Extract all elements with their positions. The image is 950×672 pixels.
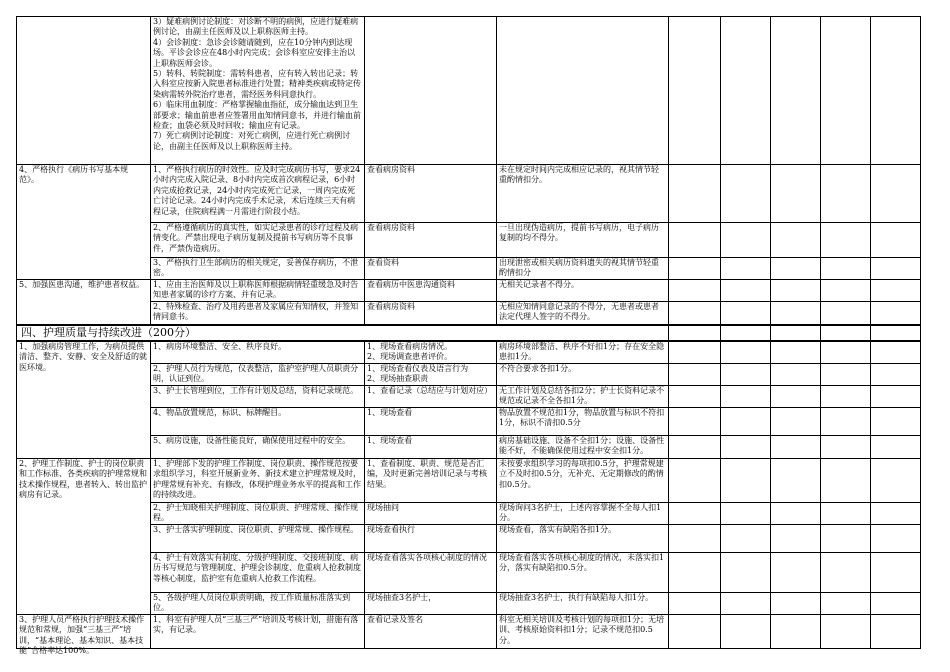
blank-cell	[871, 525, 921, 553]
method-text: 1、护理部下发的护理工作制度、岗位职责、操作规范按要求组织学习，科室开展新业务、新技术建立护理常规及时，护理常规有补充、有修改，体现护理业务水平的提高和工作的持续改进。	[153, 459, 361, 500]
method-text: 5、各级护理人员岗位职责明确，按工作质量标准落实到位。	[153, 593, 351, 613]
method-text: 2、护士知晓相关护理制度、岗位职责、护理常规、操作规程。	[153, 503, 359, 523]
blank-cell	[821, 341, 871, 364]
section-title: 四、护理质量与持续改进（200分）	[21, 326, 196, 339]
method-cell	[151, 302, 365, 326]
check-cell	[365, 386, 497, 408]
check-cell	[365, 408, 497, 436]
score-text: 无工作计划及总结各扣2分；护士长资料记录不规范或记录不全各扣1分。	[499, 386, 665, 406]
blank-cell	[821, 364, 871, 386]
method-text: 2、特殊检查、治疗及用药患者及家属应有知情权，并签知情同意书。	[153, 302, 359, 322]
item-text: 5、加强医患沟通，维护患者权益。	[19, 280, 145, 289]
method-text: 1、病房环境整洁、安全、秩序良好。	[153, 342, 287, 351]
blank-cell	[721, 17, 771, 165]
blank-cell	[669, 386, 721, 408]
check-text: 查看病历中医患沟通资料	[367, 280, 455, 289]
blank-cell	[871, 325, 921, 341]
blank-cell	[871, 258, 921, 280]
score-cell	[497, 280, 669, 302]
score-cell	[497, 341, 669, 364]
method-cell	[151, 258, 365, 280]
blank-cell	[721, 258, 771, 280]
check-text: 查看资料	[367, 258, 399, 267]
method-cell	[151, 386, 365, 408]
method-cell	[151, 364, 365, 386]
blank-cell	[821, 165, 871, 223]
method-text: 2、严格遵循病历的真实性，如实记录患者的诊疗过程及病情变化。严禁出现电子病历复制及提前书写病历等不良事件，严禁伪造病历。	[153, 223, 359, 253]
check-text: 1、现场查看仪表及语言行为 2、现场抽查职责	[367, 364, 469, 384]
blank-cell	[721, 302, 771, 326]
blank-cell	[871, 553, 921, 593]
blank-cell	[771, 615, 821, 649]
blank-cell	[669, 17, 721, 165]
blank-cell	[721, 364, 771, 386]
blank-cell	[721, 553, 771, 593]
blank-cell	[721, 386, 771, 408]
blank-cell	[871, 165, 921, 223]
blank-cell	[821, 503, 871, 525]
blank-cell	[771, 258, 821, 280]
item-cell	[17, 17, 151, 165]
check-cell	[365, 436, 497, 459]
check-text: 查看记录及签名	[367, 615, 423, 624]
check-text: 1、查看记录（总结应与计划对应）	[367, 386, 493, 395]
method-text: 3、严格执行卫生部病历的相关规定，妥善保存病历，不泄密。	[153, 258, 359, 278]
blank-cell	[721, 165, 771, 223]
blank-cell	[669, 302, 721, 326]
blank-cell	[669, 553, 721, 593]
score-cell	[497, 459, 669, 503]
blank-cell	[771, 553, 821, 593]
score-cell	[497, 165, 669, 223]
blank-cell	[669, 503, 721, 525]
blank-cell	[871, 17, 921, 165]
method-cell	[151, 280, 365, 302]
method-cell	[151, 408, 365, 436]
blank-cell	[871, 386, 921, 408]
blank-cell	[771, 386, 821, 408]
blank-cell	[871, 341, 921, 364]
blank-cell	[771, 408, 821, 436]
score-text: 现场抽查3名护士，执行有缺陷每人扣1分。	[499, 593, 654, 602]
blank-cell	[771, 503, 821, 525]
blank-cell	[771, 341, 821, 364]
blank-cell	[721, 408, 771, 436]
method-cell	[151, 341, 365, 364]
blank-cell	[721, 341, 771, 364]
blank-cell	[721, 325, 771, 341]
blank-cell	[771, 364, 821, 386]
method-text: 3）疑难病例讨论制度：对诊断不明的病例，应进行疑难病例讨论，由副主任医师及以上职称医师主持。 4）会诊制度：急诊会诊随请随到，应在10分钟内到达现场。平诊会诊应在48小时内完成；会诊科室应安排主治以上职称医师会诊。 5）转科、转院制度：需转科患者，应有转入转出记录；转入科室应按新入院患者标准进行处置；精神类疾病或特定传染病需转外院治疗患者，需经医务科同意执行。 6）临床用血制度：严格掌握输血指征，成分输血达到卫生部要求；输血前患者应签署用血知情同意书，并进行输血前检查；血袋必须及时回收；输血应有记录。 7）死亡病例讨论制度：对死亡病例，应进行死亡病例讨论，由副主任医师及以上职称医师主持。	[153, 17, 361, 151]
score-text: 不符合要求各扣1分。	[499, 364, 577, 373]
method-cell	[151, 223, 365, 258]
blank-cell	[669, 325, 721, 341]
check-text: 1、查看制度、职责、规范是否汇编，及时更新完善培训记录与考核结果。	[367, 459, 487, 489]
blank-cell	[669, 258, 721, 280]
method-text: 1、严格执行病历的时效性。应及时完成病历书写，要求24小时内完成入院记录、8小时内完成首次病程记录，6小时内完成抢救记录，24小时内完成死亡记录，一周内完成死亡讨论记录。24小时内完成手术记录，术后连续三天有病程记录，住院病程满一月需进行阶段小结。	[153, 165, 361, 216]
check-text: 1、现场查看	[367, 436, 413, 445]
blank-cell	[821, 386, 871, 408]
method-text: 1、应由主治医师及以上职称医师根据病情轻重缓急及时告知患者家属的诊疗方案、并有记录。	[153, 280, 359, 300]
check-cell	[365, 280, 497, 302]
check-text: 1、现场查看	[367, 408, 413, 417]
score-text: 科室无相关培训及考核计划的每项扣1分；无培训、考核原始资料扣1分；记录不规范扣0.5分。	[499, 615, 665, 645]
method-cell	[151, 593, 365, 615]
blank-cell	[871, 459, 921, 503]
score-text: 病房基础设施、设备不全扣1分；设施、设备性能不好，不能确保使用过程中安全扣1分。	[499, 436, 665, 456]
blank-cell	[771, 525, 821, 553]
score-text: 出现泄密或相关病历资料遗失的视其情节轻重酌情扣分	[499, 258, 659, 278]
blank-cell	[871, 302, 921, 326]
check-cell	[365, 17, 497, 165]
blank-cell	[871, 280, 921, 302]
blank-cell	[669, 525, 721, 553]
blank-cell	[669, 341, 721, 364]
score-text: 无相应知情同意记录的不得分，无患者或患者法定代理人签字的不得分。	[499, 302, 659, 322]
blank-cell	[721, 280, 771, 302]
blank-cell	[821, 17, 871, 165]
blank-cell	[669, 165, 721, 223]
blank-cell	[821, 459, 871, 503]
blank-cell	[721, 459, 771, 503]
blank-cell	[669, 280, 721, 302]
method-text: 3、护士长管理到位，工作有计划及总结，资料记录规范。	[153, 386, 359, 395]
method-text: 5、病房设施，设备性能良好，确保使用过程中的安全。	[153, 436, 351, 445]
blank-cell	[771, 17, 821, 165]
score-text: 物品放置不规范扣1分，物品放置与标识不符扣1分，标识不清扣0.5分	[499, 408, 665, 428]
score-text: 未按要求组织学习的每项扣0.5分，护理常规建立不及时扣0.5分，无补充、无定期修改的酌情扣0.5分。	[499, 459, 664, 489]
score-cell	[497, 593, 669, 615]
blank-cell	[669, 459, 721, 503]
score-cell	[497, 525, 669, 553]
check-text: 现场查看执行	[367, 525, 415, 534]
item-cell	[17, 165, 151, 280]
blank-cell	[821, 223, 871, 258]
blank-cell	[821, 525, 871, 553]
blank-cell	[771, 459, 821, 503]
method-cell	[151, 436, 365, 459]
method-cell	[151, 615, 365, 649]
score-cell	[497, 223, 669, 258]
blank-cell	[871, 408, 921, 436]
item-cell	[17, 280, 151, 326]
item-cell	[17, 341, 151, 459]
blank-cell	[721, 593, 771, 615]
blank-cell	[871, 503, 921, 525]
score-cell	[497, 386, 669, 408]
score-text: 现场查看，落实有缺陷各扣1分。	[499, 525, 617, 534]
section-heading-cell	[17, 325, 669, 341]
score-cell	[497, 408, 669, 436]
blank-cell	[771, 325, 821, 341]
score-cell	[497, 258, 669, 280]
score-text: 现场询问3名护士，上述内容掌握不全每人扣1分。	[499, 503, 662, 523]
blank-cell	[669, 436, 721, 459]
blank-cell	[871, 436, 921, 459]
blank-cell	[821, 615, 871, 649]
method-text: 4、护士有效落实有制度、分级护理制度、交接班制度、病历书写规范与管理制度、护理会诊制度、危重病人抢救制度等核心制度，监护室有危重病人抢救工作流程。	[153, 553, 361, 583]
blank-cell	[669, 615, 721, 649]
blank-cell	[771, 223, 821, 258]
blank-cell	[669, 593, 721, 615]
check-cell	[365, 341, 497, 364]
method-cell	[151, 525, 365, 553]
blank-cell	[721, 615, 771, 649]
method-text: 3、护士落实护理制度、岗位职责、护理常规、操作规程。	[153, 525, 359, 534]
check-text: 查看病房资料	[367, 165, 415, 174]
item-text: 2、护理工作制度、护士的岗位职责和工作标准、各类疾病的护理常规和技术操作规程，患者转入、转出监护病房有记录。	[19, 459, 147, 500]
method-text: 2、护理人员行为规范，仪表整洁，监护室护理人员职责分明，认证到位。	[153, 364, 359, 384]
blank-cell	[821, 325, 871, 341]
check-cell	[365, 615, 497, 649]
blank-cell	[721, 525, 771, 553]
blank-cell	[821, 553, 871, 593]
check-text: 1、现场查看病房情况。 2、现场调查患者评价。	[367, 342, 453, 362]
item-text: 3、护理人员严格执行护理技术操作规范和常规，加强“三基三严”培训，“基本理论、基本知识、基本技能”合格率达100%。	[19, 615, 145, 656]
check-cell	[365, 258, 497, 280]
check-text: 查看病房资料	[367, 302, 415, 311]
item-cell	[17, 459, 151, 615]
check-cell	[365, 302, 497, 326]
method-cell	[151, 553, 365, 593]
blank-cell	[669, 223, 721, 258]
blank-cell	[721, 436, 771, 459]
blank-cell	[871, 615, 921, 649]
blank-cell	[771, 593, 821, 615]
check-text: 现场查看落实各项核心制度的情况	[367, 553, 487, 562]
item-cell	[17, 615, 151, 656]
blank-cell	[771, 165, 821, 223]
method-cell	[151, 17, 365, 165]
assessment-table	[16, 16, 921, 656]
check-cell	[365, 223, 497, 258]
blank-cell	[871, 593, 921, 615]
check-cell	[365, 503, 497, 525]
item-text: 4、严格执行《病历书写基本规范》。	[19, 165, 129, 185]
score-cell	[497, 436, 669, 459]
blank-cell	[821, 258, 871, 280]
score-cell	[497, 553, 669, 593]
blank-cell	[821, 280, 871, 302]
blank-cell	[721, 223, 771, 258]
score-cell	[497, 364, 669, 386]
check-text: 现场抽问	[367, 503, 399, 512]
check-text: 查看病房资料	[367, 223, 415, 232]
score-cell	[497, 17, 669, 165]
check-cell	[365, 593, 497, 615]
check-cell	[365, 364, 497, 386]
method-text: 1、科室有护理人员“三基三严”培训及考核计划，措施有落实，有记录。	[153, 615, 359, 635]
score-text: 未在规定时间内完成相应记录的，视其情节轻重酌情扣分。	[499, 165, 659, 185]
item-text: 1、加强病房管理工作，为病员提供清洁、整齐、安静、安全及舒适的就医环境。	[19, 342, 147, 372]
blank-cell	[771, 280, 821, 302]
check-text: 现场抽查3名护士，	[367, 593, 437, 602]
method-text: 4、物品放置规范，标识、标牌醒目。	[153, 408, 287, 417]
check-cell	[365, 165, 497, 223]
blank-cell	[771, 436, 821, 459]
check-cell	[365, 553, 497, 593]
blank-cell	[721, 503, 771, 525]
score-text: 无相关记录者不得分。	[499, 280, 579, 289]
check-cell	[365, 459, 497, 503]
score-text: 现场查看落实各项核心制度的情况，未落实扣1分，落实有缺陷扣0.5分。	[499, 553, 665, 573]
blank-cell	[771, 302, 821, 326]
blank-cell	[669, 364, 721, 386]
check-cell	[365, 525, 497, 553]
blank-cell	[669, 408, 721, 436]
score-text: 病房环境部整洁、秩序不好扣1分；存在安全隐患扣1分。	[499, 342, 665, 362]
method-cell	[151, 459, 365, 503]
method-cell	[151, 503, 365, 525]
score-cell	[497, 503, 669, 525]
score-cell	[497, 302, 669, 326]
score-cell	[497, 615, 669, 649]
blank-cell	[871, 223, 921, 258]
blank-cell	[821, 408, 871, 436]
method-cell	[151, 165, 365, 223]
blank-cell	[821, 436, 871, 459]
blank-cell	[821, 302, 871, 326]
score-text: 一旦出现伪造病历，提前书写病历，电子病历复制的均不得分。	[499, 223, 659, 243]
blank-cell	[821, 593, 871, 615]
blank-cell	[871, 364, 921, 386]
